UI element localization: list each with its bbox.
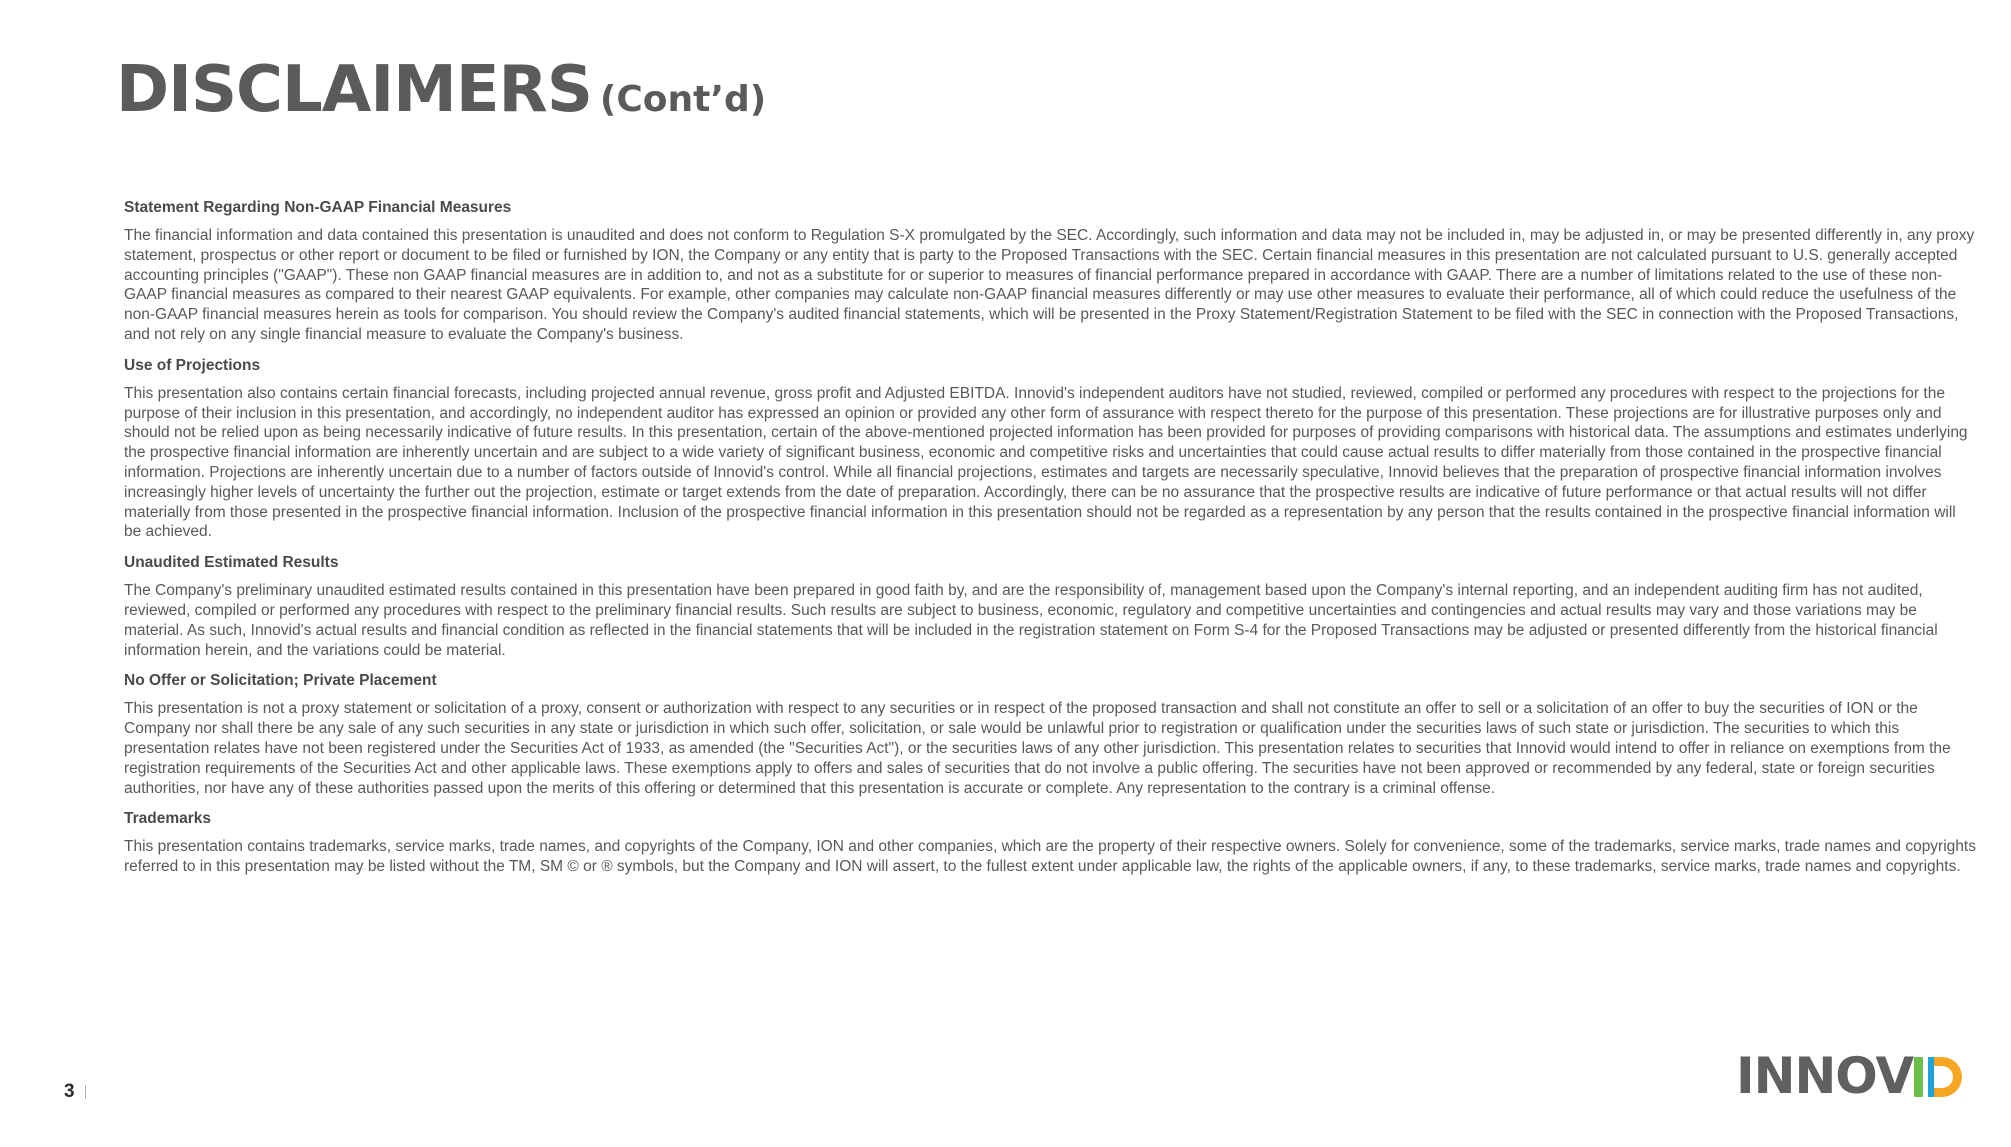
logo-wordmark: INNOV xyxy=(1736,1047,1914,1105)
section-body: This presentation contains trademarks, service marks, trade names, and copyrights of the Company, ION and other companies, which are the property of their respective owners. Solely for convenience, some of the trademarks, service marks, trade names and copyrights referred to in this presentation may be listed without the TM, SM © or ® symbols, but the Company and ION will assert, to the fullest extent under applicable law, the rights of the applicable owners, if any, to these trademarks, service marks, trade names and copyrights. xyxy=(124,838,1976,876)
section-non-gaap xyxy=(124,198,1976,345)
page-title xyxy=(116,53,767,127)
logo-id-mark-icon xyxy=(1912,1055,1970,1099)
section-no-offer xyxy=(124,671,1976,798)
section-body: This presentation also contains certain financial forecasts, including projected annual revenue, gross profit and Adjusted EBITDA. Innovid's independent auditors have not studied, reviewed, compiled or performed any procedures with respect to the projections for the purpose of their inclusion in this presentation, and accordingly, no independent auditor has expressed an opinion or provided any other form of assurance with respect thereto for the purpose of this presentation. These projections are for illustrative purposes only and should not be relied upon as being necessarily indicative of future results. In this presentation, certain of the above-mentioned projected information has been provided for purposes of providing comparisons with historical data. The assumptions and estimates underlying the prospective financial information are inherently uncertain and are subject to a wide variety of significant business, economic and competitive risks and uncertainties that could cause actual results to differ materially from those contained in the prospective financial information. Projections are inherently uncertain due to a number of factors outside of Innovid's control. While all financial projections, estimates and targets are necessarily speculative, Innovid believes that the preparation of prospective financial information involves increasingly higher levels of uncertainty the further out the projection, estimate or target extends from the date of preparation. Accordingly, there can be no assurance that the prospective results are indicative of future performance or that actual results will not differ materially from those presented in the prospective financial information. Inclusion of the prospective financial information in this presentation should not be regarded as a representation by any person that the results contained in the prospective financial information will be achieved. xyxy=(124,384,1968,541)
page-number-divider xyxy=(85,1085,86,1099)
disclaimer-content xyxy=(124,198,1976,888)
section-body: The Company's preliminary unaudited estimated results contained in this presentation have been prepared in good faith by, and are the responsibility of, management based upon the Company's internal reporting, and an independent auditing firm has not audited, reviewed, compiled or performed any procedures with respect to the preliminary financial results. Such results are subject to business, economic, regulatory and competitive uncertainties and contingencies and actual results may vary and those variations may be material. As such, Innovid's actual results and financial condition as reflected in the financial statements that will be included in the registration statement on Form S-4 for the Proposed Transactions may be adjusted or presented differently from the historical financial information herein, and the variations could be material. xyxy=(124,582,1938,659)
section-trademarks xyxy=(124,809,1976,877)
section-heading: No Offer or Solicitation; Private Placement xyxy=(124,672,437,690)
title-sub: (Cont’d) xyxy=(599,79,767,120)
page-number: 3 xyxy=(64,1081,75,1102)
section-projections xyxy=(124,356,1976,542)
section-heading: Use of Projections xyxy=(124,356,261,374)
section-body: This presentation is not a proxy statement or solicitation of a proxy, consent or authorization with respect to any securities or in respect of the proposed transaction and shall not constitute an offer to sell or a solicitation of an offer to buy the securities of ION or the Company nor shall there be any sale of any such securities in any state or jurisdiction in which such offer, solicitation, or sale would be unlawful prior to registration or qualification under the securities laws of such state or jurisdiction. The securities to which this presentation relates have not been registered under the Securities Act of 1933, as amended (the "Securities Act"), or the securities laws of any other jurisdiction. This presentation relates to securities that Innovid would intend to offer in reliance on exemptions from the registration requirements of the Securities Act and other applicable laws. These exemptions apply to offers and sales of securities that do not involve a public offering. The securities have not been approved or recommended by any federal, state or foreign securities authorities, nor have any of these authorities passed upon the merits of this offering or determined that this presentation is accurate or complete. Any representation to the contrary is a criminal offense. xyxy=(124,700,1951,797)
title-main: DISCLAIMERS xyxy=(116,53,592,127)
section-heading: Unaudited Estimated Results xyxy=(124,554,339,572)
section-heading: Trademarks xyxy=(124,810,212,828)
section-body: The financial information and data contained this presentation is unaudited and does not conform to Regulation S-X promulgated by the SEC. Accordingly, such information and data may not be included in, may be adjusted in, or may be presented differently in, any proxy statement, prospectus or other report or document to be filed or furnished by ION, the Company or any entity that is party to the Proposed Transactions with the SEC. Certain financial measures in this presentation are not calculated pursuant to U.S. generally accepted accounting principles ("GAAP"). These non GAAP financial measures are in addition to, and not as a substitute for or superior to measures of financial performance prepared in accordance with GAAP. There are a number of limitations related to the use of these non-GAAP financial measures as compared to their nearest GAAP equivalents. For example, other companies may calculate non-GAAP financial measures differently or may use other measures to evaluate their performance, all of which could reduce the usefulness of the non-GAAP financial measures herein as tools for comparison. You should review the Company's audited financial statements, which will be presented in the Proxy Statement/Registration Statement to be filed with the SEC in connection with the Proposed Transactions, and not rely on any single financial measure to evaluate the Company's business. xyxy=(124,227,1975,343)
section-heading: Statement Regarding Non-GAAP Financial Measures xyxy=(124,199,512,216)
section-unaudited-results xyxy=(124,553,1976,660)
innovid-logo xyxy=(1736,1047,1970,1105)
